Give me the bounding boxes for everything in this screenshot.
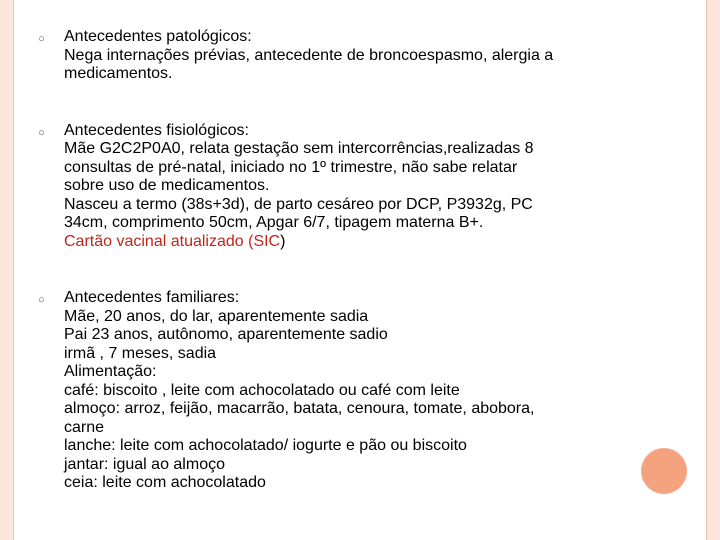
pathological-text-line: medicamentos. bbox=[64, 65, 173, 82]
physiological-text-line: Nasceu a termo (38s+3d), de parto cesáreo por DCP, P3932g, PC bbox=[64, 195, 533, 213]
pathological-heading: Antecedentes patológicos: bbox=[64, 28, 252, 45]
family-text-line: carne bbox=[64, 418, 105, 436]
family-text-line: Pai 23 anos, autônomo, aparentemente sadio bbox=[64, 326, 388, 343]
pathological-history-item bbox=[34, 28, 694, 84]
family-heading: Antecedentes familiares: bbox=[64, 289, 240, 306]
bullet-circle-icon: ○ bbox=[38, 126, 45, 139]
physiological-text-line: Mãe G2C2P0A0, relata gestação sem intercorrências,realizadas 8 bbox=[64, 140, 534, 157]
physiological-history-item bbox=[34, 122, 694, 252]
family-text-line: jantar: igual ao almoço bbox=[64, 455, 225, 473]
right-decorative-border bbox=[706, 0, 720, 540]
vaccination-card-highlight: Cartão vacinal atualizado (SIC bbox=[64, 232, 281, 250]
family-text-line: lanche: leite com achocolatado/ iogurte e pão ou biscoito bbox=[64, 437, 467, 454]
bullet-circle-icon: ○ bbox=[38, 294, 45, 306]
family-text-line: Alimentação: bbox=[64, 363, 157, 380]
physiological-heading: Antecedentes fisiológicos: bbox=[64, 121, 249, 139]
family-text-line: irmã , 7 meses, sadia bbox=[64, 344, 217, 362]
family-history-item bbox=[34, 289, 694, 493]
physiological-text-line: 34cm, comprimento 50cm, Apgar 6/7, tipagem materna B+. bbox=[64, 214, 484, 231]
vaccination-card-line bbox=[64, 233, 694, 252]
family-text-line: ceia: leite com achocolatado bbox=[64, 474, 266, 491]
physiological-text-line: consultas de pré-natal, iniciado no 1º trimestre, não sabe relatar bbox=[64, 158, 518, 176]
pathological-text-line: Nega internações prévias, antecedente de broncoespasmo, alergia a bbox=[64, 46, 554, 64]
slide-body bbox=[34, 28, 694, 493]
left-decorative-border bbox=[0, 0, 14, 540]
physiological-text-line: sobre uso de medicamentos. bbox=[64, 177, 270, 194]
decorative-orange-circle bbox=[641, 448, 687, 494]
family-text-line: café: biscoito , leite com achocolatado ou café com leite bbox=[64, 381, 460, 399]
vaccination-card-closing-paren: ) bbox=[280, 232, 286, 250]
bullet-circle-icon: ○ bbox=[38, 33, 45, 45]
family-text-line: Mãe, 20 anos, do lar, aparentemente sadia bbox=[64, 307, 369, 325]
family-text-line: almoço: arroz, feijão, macarrão, batata, cenoura, tomate, abobora, bbox=[64, 400, 535, 417]
